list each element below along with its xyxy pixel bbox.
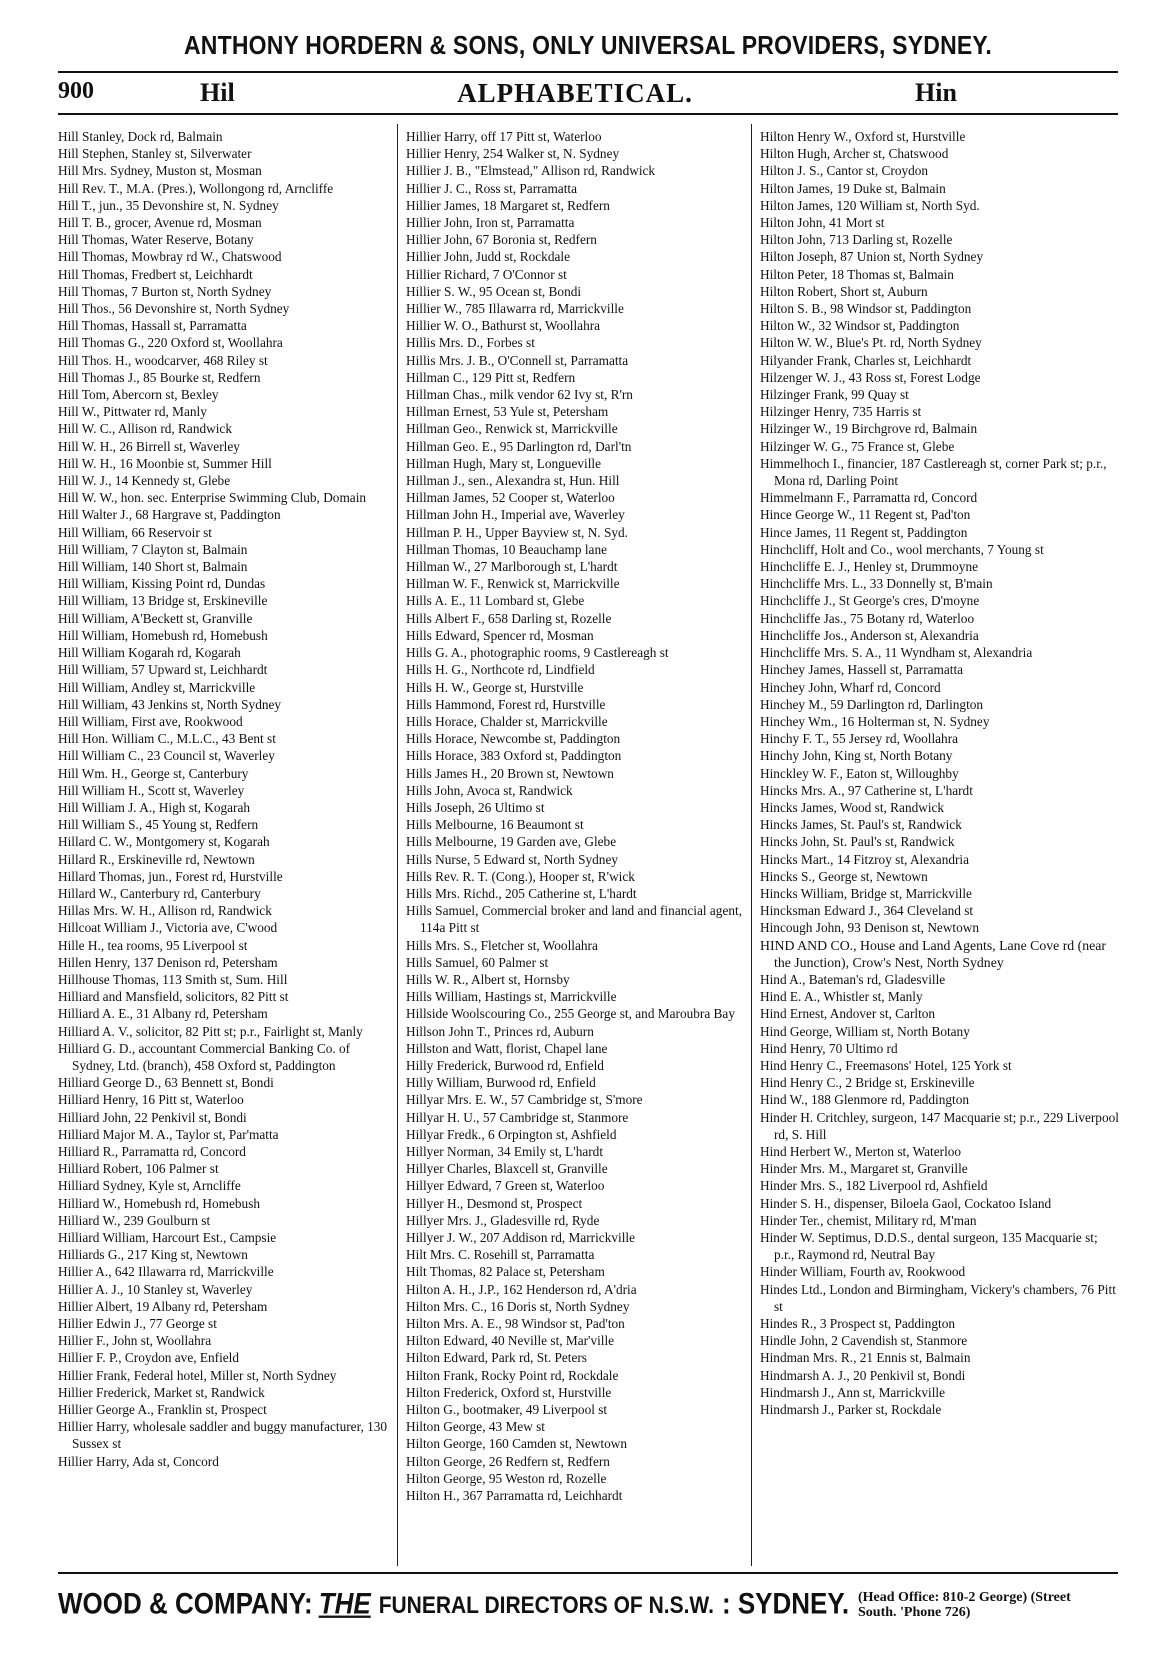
footer-city: : SYDNEY. [721,1585,850,1621]
directory-entry: Hills Nurse, 5 Edward st, North Sydney [406,851,618,867]
directory-entry: Hilton Mrs. A. E., 98 Windsor st, Pad'ton [406,1316,625,1332]
directory-entry: Hillyer J. W., 207 Addison rd, Marrickville [406,1230,635,1245]
directory-entry: Hincks Mart., 14 Fitzroy st, Alexandria [760,851,970,867]
directory-entry: Hills H. G., Northcote rd, Lindfield [406,662,595,678]
directory-entry: Hilliard W., 239 Goulburn st [58,1212,211,1228]
right-guide-word: Hin [915,78,957,107]
directory-entry: Hills Samuel, 60 Palmer st [406,954,549,970]
directory-entry: Hilton Edward, Park rd, St. Peters [406,1350,587,1366]
directory-entry: Hindes Ltd., London and Birmingham, Vickery's chambers, 76 Pitt st [760,1281,1116,1314]
directory-entry: Hilton G., bootmaker, 49 Liverpool st [406,1402,608,1418]
directory-entry: Hilton Joseph, 87 Union st, North Sydney [760,249,984,265]
directory-entry: Hilliard Major M. A., Taylor st, Par'matta [58,1126,279,1142]
directory-entry: Hillman W., 27 Marlborough st, L'hardt [406,559,618,575]
directory-entry: Hillard Thomas, jun., Forest rd, Hurstville [58,868,283,884]
directory-entry: Hillyar H. U., 57 Cambridge st, Stanmore [406,1109,629,1125]
directory-entry: Hilliard R., Parramatta rd, Concord [58,1143,246,1159]
directory-entry: Hilzinger Henry, 735 Harris st [760,404,922,420]
directory-entry: Hilton Henry W., Oxford st, Hurstville [760,129,966,144]
directory-entry: Hilzenger W. J., 43 Ross st, Forest Lodge [760,369,981,385]
advertising-banner: ANTHONY HORDERN & SONS, ONLY UNIVERSAL PROVIDERS, SYDNEY. [183,30,993,60]
directory-entry: Hills Edward, Spencer rd, Mosman [406,627,594,643]
directory-entry: Hill William J. A., High st, Kogarah [58,799,251,815]
directory-entry: HIND AND CO., House and Land Agents, Lane Cove rd (near the Junction), Crow's Nest, North Sydney [760,937,1106,970]
directory-entry: Hind Ernest, Andover st, Carlton [760,1006,936,1022]
directory-entry: Hilton George, 26 Redfern st, Redfern [406,1453,610,1469]
directory-entry: Hill Stephen, Stanley st, Silverwater [58,146,252,162]
directory-entry: Hill William H., Scott st, Waverley [58,782,245,798]
directory-entry: Hillson John T., Princes rd, Auburn [406,1023,594,1039]
directory-entry: Hille H., tea rooms, 95 Liverpool st [58,937,248,953]
directory-entry: Hinchcliffe Jas., 75 Botany rd, Waterloo [760,610,975,626]
directory-entry: Hillier J. B., "Elmstead," Allison rd, Randwick [406,163,656,179]
directory-entry: Hilton W. W., Blue's Pt. rd, North Sydney [760,335,982,351]
directory-entry: Hinder S. H., dispenser, Biloela Gaol, Cockatoo Island [760,1195,1052,1211]
directory-entry: Hillier Harry, Ada st, Concord [58,1453,219,1469]
directory-entry: Hillier Edwin J., 77 George st [58,1316,217,1332]
directory-entry: Hinchcliffe Jos., Anderson st, Alexandria [760,627,979,643]
directory-entry: Hill W. J., 14 Kennedy st, Glebe [58,473,231,489]
directory-entry: Hilliard William, Harcourt Est., Campsie [58,1230,277,1245]
directory-entry: Hillier A. J., 10 Stanley st, Waverley [58,1281,253,1297]
directory-entry: Hilliard Henry, 16 Pitt st, Waterloo [58,1092,244,1108]
directory-entry: Hillyer Mrs. J., Gladesville rd, Ryde [406,1212,600,1228]
directory-entry: Hillman C., 129 Pitt st, Redfern [406,369,576,385]
directory-entry: Hinchey M., 59 Darlington rd, Darlington [760,696,984,712]
directory-entry: Hinchcliff, Holt and Co., wool merchants, 7 Young st [760,541,1044,557]
directory-entry: Hillier A., 642 Illawarra rd, Marrickville [58,1264,274,1280]
directory-entry: Hilton Hugh, Archer st, Chatswood [760,146,949,162]
directory-entry: Hill W., Pittwater rd, Manly [58,404,207,420]
directory-entry: Hill William, Andley st, Marrickville [58,679,256,695]
directory-entry: Hill William, 57 Upward st, Leichhardt [58,662,268,678]
directory-entry: Hill T., jun., 35 Devonshire st, N. Sydney [58,197,279,213]
directory-entry: Hincks John, St. Paul's st, Randwick [760,834,955,850]
directory-entry: Hillman Hugh, Mary st, Longueville [406,455,601,471]
directory-entry: Hilton J. S., Cantor st, Croydon [760,163,929,179]
footer-advertisement [58,1585,1118,1634]
directory-entry: Hills Samuel, Commercial broker and land and financial agent, 114a Pitt st [406,903,742,936]
directory-entry: Hillyer Charles, Blaxcell st, Granville [406,1161,608,1177]
directory-entry: Hilzinger W., 19 Birchgrove rd, Balmain [760,421,978,437]
directory-entry: Hilton Mrs. C., 16 Doris st, North Sydney [406,1298,630,1314]
directory-entry: Hill W. H., 26 Birrell st, Waverley [58,438,240,454]
directory-entry: Hincks James, Wood st, Randwick [760,799,945,815]
directory-entry: Hind W., 188 Glenmore rd, Paddington [760,1092,970,1108]
directory-entry: Hinder W. Septimus, D.D.S., dental surgeon, 135 Macquarie st; p.r., Raymond rd, Neutral Bay [760,1230,1098,1263]
bottom-rule [58,1572,1118,1574]
directory-entry: Hillier Henry, 254 Walker st, N. Sydney [406,146,620,162]
directory-entry: Hinchey Wm., 16 Holterman st, N. Sydney [760,713,990,729]
directory-entry: Hilliard Robert, 106 Palmer st [58,1161,219,1177]
directory-entry: Hind Henry C., 2 Bridge st, Erskineville [760,1075,975,1091]
directory-entry: Hind Henry C., Freemasons' Hotel, 125 York st [760,1057,1012,1073]
directory-entry: Hillier S. W., 95 Ocean st, Bondi [406,283,582,299]
directory-entry: Hillier J. C., Ross st, Parramatta [406,180,577,196]
directory-entry: Hindmarsh J., Parker st, Rockdale [760,1402,942,1418]
directory-entry: Hince George W., 11 Regent st, Pad'ton [760,507,971,523]
directory-entry: Hinder Mrs. M., Margaret st, Granville [760,1161,968,1177]
directory-entry: Hindle John, 2 Cavendish st, Stanmore [760,1333,968,1349]
directory-entry: Hills John, Avoca st, Randwick [406,782,573,798]
directory-entry: Hilton John, 713 Darling st, Rozelle [760,232,953,248]
directory-entry: Hill Thos. H., woodcarver, 468 Riley st [58,352,268,368]
directory-entry: Hilton Robert, Short st, Auburn [760,283,928,299]
directory-entry: Hillier Albert, 19 Albany rd, Petersham [58,1298,268,1314]
directory-entry: Hinckley W. F., Eaton st, Willoughby [760,765,959,781]
directory-entry: Hills James H., 20 Brown st, Newtown [406,765,614,781]
directory-entry: Hill Rev. T., M.A. (Pres.), Wollongong rd, Arncliffe [58,180,334,196]
directory-entry: Hilzinger W. G., 75 France st, Glebe [760,438,955,454]
directory-entry: Hillard R., Erskineville rd, Newtown [58,851,255,867]
directory-entry: Hill T. B., grocer, Avenue rd, Mosman [58,215,262,231]
directory-entry: Hill W. H., 16 Moonbie st, Summer Hill [58,455,272,471]
directory-entry: Hinder Mrs. S., 182 Liverpool rd, Ashfield [760,1178,988,1194]
directory-entry: Hillman Geo. E., 95 Darlington rd, Darl'tn [406,438,632,454]
directory-entry: Hilton George, 43 Mew st [406,1419,545,1435]
directory-entry: Hills A. E., 11 Lombard st, Glebe [406,593,585,609]
directory-entry: Hillis Mrs. D., Forbes st [406,335,535,351]
directory-entry: Hills Melbourne, 16 Beaumont st [406,817,584,833]
directory-entry: Hills Mrs. Richd., 205 Catherine st, L'hardt [406,885,637,901]
directory-column-2 [406,128,742,1568]
directory-entry: Hinder William, Fourth av, Rookwood [760,1264,966,1280]
directory-entry: Hincks James, St. Paul's st, Randwick [760,817,962,833]
directory-entry: Hills Horace, 383 Oxford st, Paddington [406,748,622,764]
directory-entry: Hind A., Bateman's rd, Gladesville [760,971,946,987]
directory-entry: Hill Thomas G., 220 Oxford st, Woollahra [58,335,283,351]
directory-entry: Hinchcliffe Mrs. S. A., 11 Wyndham st, Alexandria [760,645,1033,661]
directory-entry: Hindmarsh A. J., 20 Penkivil st, Bondi [760,1367,966,1383]
directory-entry: Hilliard W., Homebush rd, Homebush [58,1195,261,1211]
directory-entry: Hillside Woolscouring Co., 255 George st, and Maroubra Bay [406,1006,735,1022]
directory-entry: Hill William, Kissing Point rd, Dundas [58,576,266,592]
directory-entry: Hillman Thomas, 10 Beauchamp lane [406,541,608,557]
directory-entry: Hilton S. B., 98 Windsor st, Paddington [760,301,972,317]
directory-entry: Hill Thomas, Hassall st, Parramatta [58,318,247,334]
directory-entry: Hills Joseph, 26 Ultimo st [406,799,545,815]
directory-entry: Hill William, A'Beckett st, Granville [58,610,253,626]
directory-entry: Hilliard George D., 63 Bennett st, Bondi [58,1075,274,1091]
top-rule [58,71,1118,73]
directory-entry: Hills Rev. R. T. (Cong.), Hooper st, R'wick [406,868,635,884]
directory-entry: Himmelmann F., Parramatta rd, Concord [760,490,978,506]
directory-entry: Hinchcliffe J., St George's cres, D'moyne [760,593,980,609]
directory-entry: Hill William Kogarah rd, Kogarah [58,645,241,661]
directory-entry: Hillier F. P., Croydon ave, Enfield [58,1350,240,1366]
directory-entry: Hill Thomas, Mowbray rd W., Chatswood [58,249,282,265]
directory-entry: Hill William, 43 Jenkins st, North Sydney [58,696,282,712]
directory-entry: Hincks S., George st, Newtown [760,868,928,884]
directory-entry: Hillhouse Thomas, 113 Smith st, Sum. Hill [58,971,288,987]
directory-entry: Hinchey John, Wharf rd, Concord [760,679,941,695]
directory-entry: Hillcoat William J., Victoria ave, C'wood [58,920,278,936]
directory-entry: Hind George, William st, North Botany [760,1023,970,1039]
directory-entry: Hilton W., 32 Windsor st, Paddington [760,318,960,334]
directory-column-3 [760,128,1120,1568]
directory-entry: Hilt Thomas, 82 Palace st, Petersham [406,1264,605,1280]
directory-entry: Hillman Ernest, 53 Yule st, Petersham [406,404,609,420]
directory-entry: Hillier James, 18 Margaret st, Redfern [406,197,610,213]
directory-entry: Hilliard A. E., 31 Albany rd, Petersham [58,1006,268,1022]
directory-entry: Hilton Frank, Rocky Point rd, Rockdale [406,1367,619,1383]
directory-entry: Hillman J., sen., Alexandra st, Hun. Hill [406,473,620,489]
directory-entry: Hill Thos., 56 Devonshire st, North Sydney [58,301,290,317]
directory-entry: Hillman Chas., milk vendor 62 Ivy st, R'rn [406,387,633,403]
directory-entry: Hilliard A. V., solicitor, 82 Pitt st; p.r., Fairlight st, Manly [58,1023,363,1039]
directory-entry: Hilton Edward, 40 Neville st, Mar'ville [406,1333,615,1349]
directory-entry: Hill Wm. H., George st, Canterbury [58,765,249,781]
directory-entry: Hill Hon. William C., M.L.C., 43 Bent st [58,731,276,747]
directory-entry: Hillman Geo., Renwick st, Marrickville [406,421,618,437]
directory-entry: Hinchey James, Hassell st, Parramatta [760,662,964,678]
directory-entry: Hill William, 7 Clayton st, Balmain [58,541,248,557]
directory-entry: Hinchy F. T., 55 Jersey rd, Woollahra [760,731,959,747]
directory-entry: Hillyar Fredk., 6 Orpington st, Ashfield [406,1126,617,1142]
directory-entry: Hilyander Frank, Charles st, Leichhardt [760,352,972,368]
directory-entry: Hillard W., Canterbury rd, Canterbury [58,885,261,901]
directory-entry: Hillston and Watt, florist, Chapel lane [406,1040,608,1056]
directory-entry: Hillier George A., Franklin st, Prospect [58,1402,267,1418]
directory-entry: Hillyer Norman, 34 Emily st, L'hardt [406,1143,604,1159]
directory-entry: Hills Horace, Chalder st, Marrickville [406,713,608,729]
directory-entry: Hillier Harry, off 17 Pitt st, Waterloo [406,129,602,144]
directory-entry: Hilliard Sydney, Kyle st, Arncliffe [58,1178,241,1194]
directory-entry: Hill W. W., hon. sec. Enterprise Swimming Club, Domain [58,490,367,506]
directory-entry: Hilton Peter, 18 Thomas st, Balmain [760,266,954,282]
directory-entry: Hinchcliffe E. J., Henley st, Drummoyne [760,559,978,575]
directory-entry: Hillman P. H., Upper Bayview st, N. Syd. [406,524,628,540]
footer-the: THE [318,1585,371,1621]
directory-entry: Hilton Frederick, Oxford st, Hurstville [406,1384,612,1400]
directory-entry: Hindmarsh J., Ann st, Marrickville [760,1384,946,1400]
directory-entry: Hillman John H., Imperial ave, Waverley [406,507,625,523]
directory-entry: Hilliard and Mansfield, solicitors, 82 Pitt st [58,989,289,1005]
column-divider [751,124,752,1566]
directory-entry: Hinchy John, King st, North Botany [760,748,953,764]
directory-entry: Hillier John, Judd st, Rockdale [406,249,570,265]
directory-entry: Hillyer Edward, 7 Green st, Waterloo [406,1178,605,1194]
directory-entry: Hillman W. F., Renwick st, Marrickville [406,576,620,592]
directory-entry: Hills Melbourne, 19 Garden ave, Glebe [406,834,617,850]
directory-entry: Hill Thomas, Fredbert st, Leichhardt [58,266,253,282]
directory-entry: Himmelhoch I., financier, 187 Castlereagh st, corner Park st; p.r., Mona rd, Darling Point [760,455,1107,489]
directory-entry: Hilton A. H., J.P., 162 Henderson rd, A'dria [406,1281,637,1297]
directory-entry: Hills Albert F., 658 Darling st, Rozelle [406,610,612,626]
directory-entry: Hill W. C., Allison rd, Randwick [58,421,232,437]
directory-entry: Hilliard John, 22 Penkivil st, Bondi [58,1109,247,1125]
directory-entry: Hind Herbert W., Merton st, Waterloo [760,1143,962,1159]
directory-entry: Hind E. A., Whistler st, Manly [760,989,923,1005]
directory-entry: Hillier F., John st, Woollahra [58,1333,212,1349]
page-number: 900 [58,78,94,104]
directory-entry: Hilton H., 367 Parramatta rd, Leichhardt [406,1488,623,1504]
page-title: ALPHABETICAL. [457,78,693,108]
directory-entry: Hilton James, 19 Duke st, Balmain [760,180,946,196]
directory-entry: Hills Mrs. S., Fletcher st, Woollahra [406,937,598,953]
directory-entry: Hillis Mrs. J. B., O'Connell st, Parramatta [406,352,629,368]
footer-slogan: FUNERAL DIRECTORS OF N.S.W. [378,1592,714,1619]
directory-entry: Hincough John, 93 Denison st, Newtown [760,920,980,936]
directory-entry: Hilt Mrs. C. Rosehill st, Parramatta [406,1247,595,1263]
directory-entry: Hindman Mrs. R., 21 Ennis st, Balmain [760,1350,971,1366]
directory-entry: Hill William, 13 Bridge st, Erskineville [58,593,268,609]
directory-entry: Hill Thomas, 7 Burton st, North Sydney [58,283,272,299]
directory-entry: Hinder H. Critchley, surgeon, 147 Macquarie st; p.r., 229 Liverpool rd, S. Hill [760,1109,1119,1142]
directory-entry: Hillier Frederick, Market st, Randwick [58,1384,265,1400]
directory-entry: Hillier John, 67 Boronia st, Redfern [406,232,597,248]
left-guide-word: Hil [200,78,235,107]
directory-entry: Hills G. A., photographic rooms, 9 Castlereagh st [406,645,669,661]
directory-entry: Hillas Mrs. W. H., Allison rd, Randwick [58,903,272,919]
directory-entry: Hill Stanley, Dock rd, Balmain [58,129,223,144]
directory-entry: Hincks William, Bridge st, Marrickville [760,885,972,901]
directory-entry: Hillman James, 52 Cooper st, Waterloo [406,490,615,506]
directory-entry: Hills H. W., George st, Hurstville [406,679,584,695]
column-divider [397,124,398,1566]
directory-entry: Hill Tom, Abercorn st, Bexley [58,387,219,403]
directory-entry: Hilton John, 41 Mort st [760,215,885,231]
directory-entry: Hind Henry, 70 Ultimo rd [760,1040,898,1056]
directory-entry: Hilton James, 120 William st, North Syd. [760,197,980,213]
directory-entry: Hince James, 11 Regent st, Paddington [760,524,968,540]
directory-entry: Hill William S., 45 Young st, Redfern [58,817,259,833]
directory-entry: Hill William, 140 Short st, Balmain [58,559,248,575]
directory-entry: Hillier John, Iron st, Parramatta [406,215,575,231]
header-rule [58,113,1118,115]
directory-entry: Hilton George, 160 Camden st, Newtown [406,1436,627,1452]
directory-entry: Hinder Ter., chemist, Military rd, M'man [760,1212,977,1228]
directory-entry: Hills William, Hastings st, Marrickville [406,989,617,1005]
directory-entry: Hill Thomas, Water Reserve, Botany [58,232,254,248]
directory-entry: Hilzinger Frank, 99 Quay st [760,387,909,403]
directory-entry: Hills Hammond, Forest rd, Hurstville [406,696,606,712]
directory-entry: Hilly Frederick, Burwood rd, Enfield [406,1057,604,1073]
footer-address-note: (Head Office: 810-2 George) (Street South. 'Phone 726) [858,1590,1071,1620]
directory-entry: Hill William C., 23 Council st, Waverley [58,748,275,764]
directory-entry: Hilton George, 95 Weston rd, Rozelle [406,1470,607,1486]
directory-entry: Hinchcliffe Mrs. L., 33 Donnelly st, B'main [760,576,993,592]
directory-entry: Hills W. R., Albert st, Hornsby [406,971,570,987]
directory-entry: Hill William, Homebush rd, Homebush [58,627,268,643]
directory-entry: Hill Thomas J., 85 Bourke st, Redfern [58,369,261,385]
directory-entry: Hincksman Edward J., 364 Cleveland st [760,903,974,919]
directory-entry: Hindes R., 3 Prospect st, Paddington [760,1316,956,1332]
directory-entry: Hillen Henry, 137 Denison rd, Petersham [58,954,278,970]
directory-entry: Hincks Mrs. A., 97 Catherine st, L'hardt [760,782,973,798]
footer-company: WOOD & COMPANY: [58,1585,313,1621]
directory-entry: Hill Walter J., 68 Hargrave st, Paddington [58,507,281,523]
directory-entry: Hillier W., 785 Illawarra rd, Marrickville [406,301,624,317]
directory-entry: Hill William, First ave, Rookwood [58,713,243,729]
directory-entry: Hill Mrs. Sydney, Muston st, Mosman [58,163,262,179]
directory-entry: Hilly William, Burwood rd, Enfield [406,1075,596,1091]
directory-entry: Hills Horace, Newcombe st, Paddington [406,731,621,747]
directory-entry: Hillier Richard, 7 O'Connor st [406,266,567,282]
directory-entry: Hillier Harry, wholesale saddler and buggy manufacturer, 130 Sussex st [58,1419,388,1452]
directory-entry: Hillyar Mrs. E. W., 57 Cambridge st, S'more [406,1092,643,1108]
directory-entry: Hillier W. O., Bathurst st, Woollahra [406,318,601,334]
directory-entry: Hillard C. W., Montgomery st, Kogarah [58,834,270,850]
directory-column-1 [58,128,394,1568]
directory-entry: Hill William, 66 Reservoir st [58,524,212,540]
directory-entry: Hilliard G. D., accountant Commercial Banking Co. of Sydney, Ltd. (branch), 458 Oxford st, Paddington [58,1040,351,1073]
directory-entry: Hilliards G., 217 King st, Newtown [58,1247,248,1263]
directory-entry: Hillyer H., Desmond st, Prospect [406,1195,583,1211]
directory-entry: Hillier Frank, Federal hotel, Miller st, North Sydney [58,1367,337,1383]
